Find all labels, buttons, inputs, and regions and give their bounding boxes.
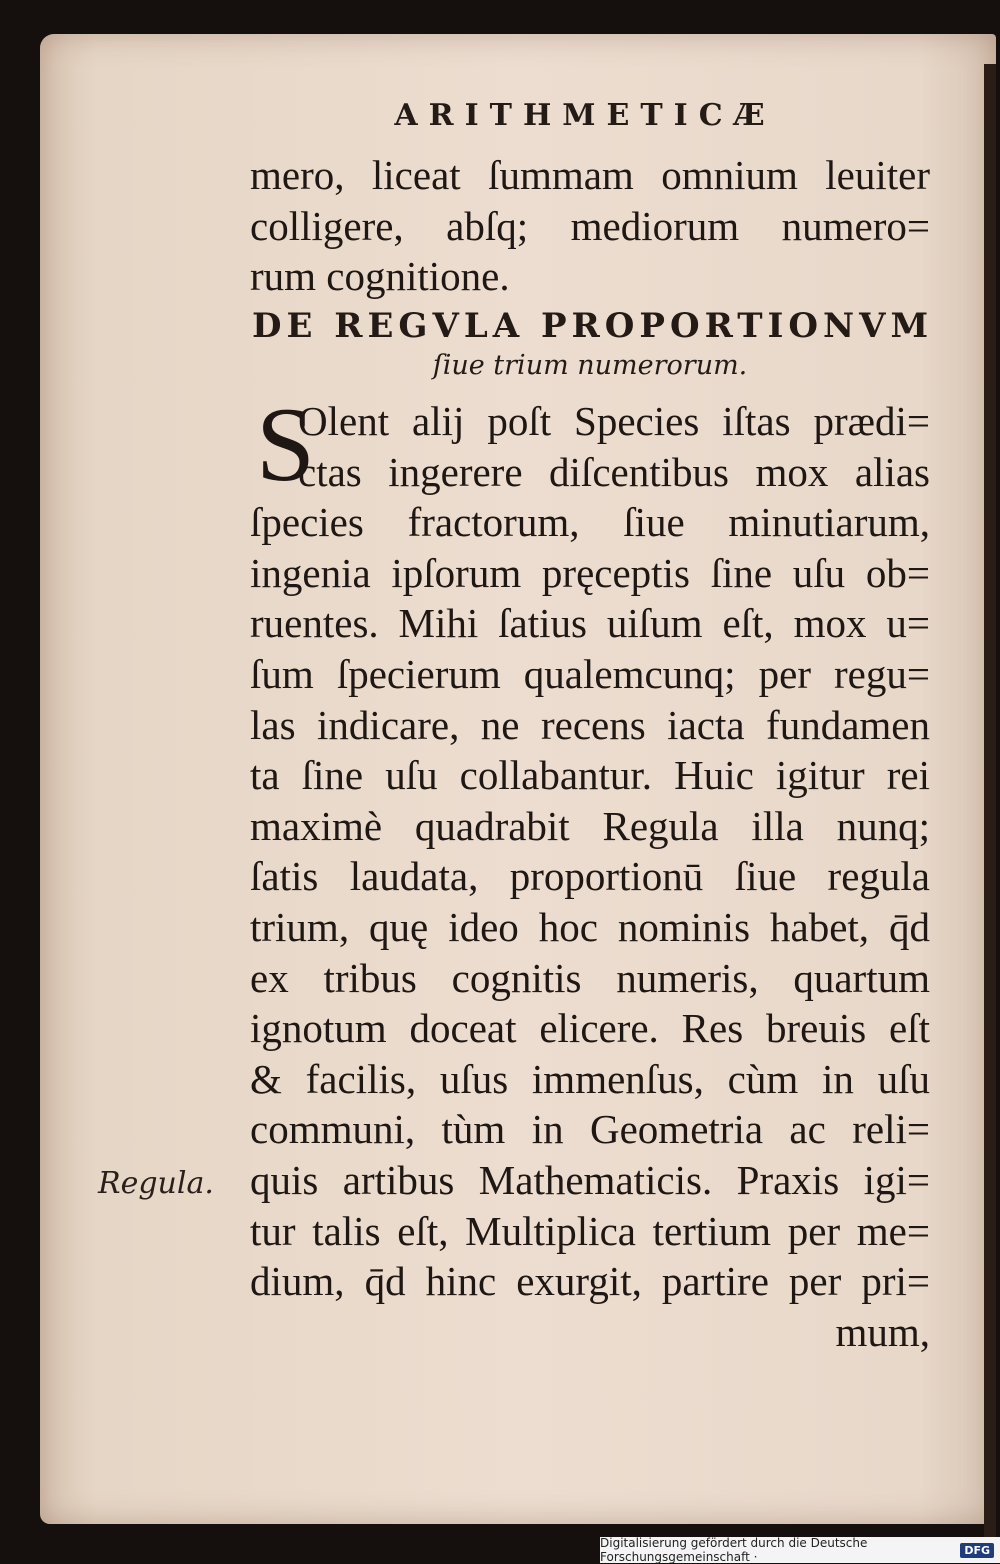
dfg-logo-icon: DFG <box>960 1543 994 1558</box>
text-line: ſpecies fractorum, ſiue minutiarum, <box>250 499 930 546</box>
text-line: colligere, abſq; mediorum numero= <box>250 202 930 249</box>
text-line: tur talis eſt, Multiplica tertium per me= <box>250 1207 930 1254</box>
margin-note: Regula. <box>98 1166 214 1201</box>
page-spine-edge <box>984 64 996 1544</box>
running-head: ARITHMETICÆ <box>394 98 776 133</box>
catchword: mum, <box>835 1308 930 1355</box>
intro-paragraph <box>250 150 930 302</box>
text-line: communi, tùm in Geometria ac reli= <box>250 1106 930 1153</box>
text-line: trium, quę ideo hoc nominis habet, q̄d <box>250 903 930 950</box>
section-subheading: ſiue trium numerorum. <box>432 350 748 381</box>
text-line: ignotum doceat elicere. Res breuis eſt <box>250 1005 930 1052</box>
text-line: quis artibus Mathematicis. Praxis igi= <box>250 1156 930 1203</box>
text-line: ſum ſpecierum qualemcunq; per regu= <box>250 650 930 697</box>
text-line: las indicare, ne recens iacta fundamen <box>250 701 930 748</box>
text-line: ingenia ipſorum pręceptis ſine uſu ob= <box>250 549 930 596</box>
text-line: & facilis, uſus immenſus, cùm in uſu <box>250 1055 930 1102</box>
footer-text: Digitalisierung gefördert durch die Deutsche Forschungsgemeinschaft · <box>600 1536 868 1564</box>
text-line: maximè quadrabit Regula illa nunq; <box>250 802 930 849</box>
drop-capital: S <box>256 386 315 503</box>
text-line: mero, liceat ſummam omnium leuiter <box>250 152 930 198</box>
text-line: ſatis laudata, proportionū ſiue regula <box>250 853 930 900</box>
text-line: rum cognitione. <box>250 253 510 300</box>
section-heading: DE REGVLA PROPORTIONVM <box>252 306 934 346</box>
text-line: Olent alij poſt Species iſtas prædi= <box>298 398 930 444</box>
text-line: ctas ingerere diſcentibus mox alias <box>298 448 930 495</box>
text-line: dium, q̄d hinc exurgit, partire per pri= <box>250 1258 930 1305</box>
text-line: ta ſine uſu collabantur. Huic igitur rei <box>250 752 930 799</box>
text-line: ex tribus cognitis numeris, quartum <box>250 954 930 1001</box>
main-paragraph <box>250 396 930 1357</box>
digitization-footer <box>600 1537 1000 1563</box>
text-line: ruentes. Mihi ſatius uiſum eſt, mox u= <box>250 600 930 647</box>
